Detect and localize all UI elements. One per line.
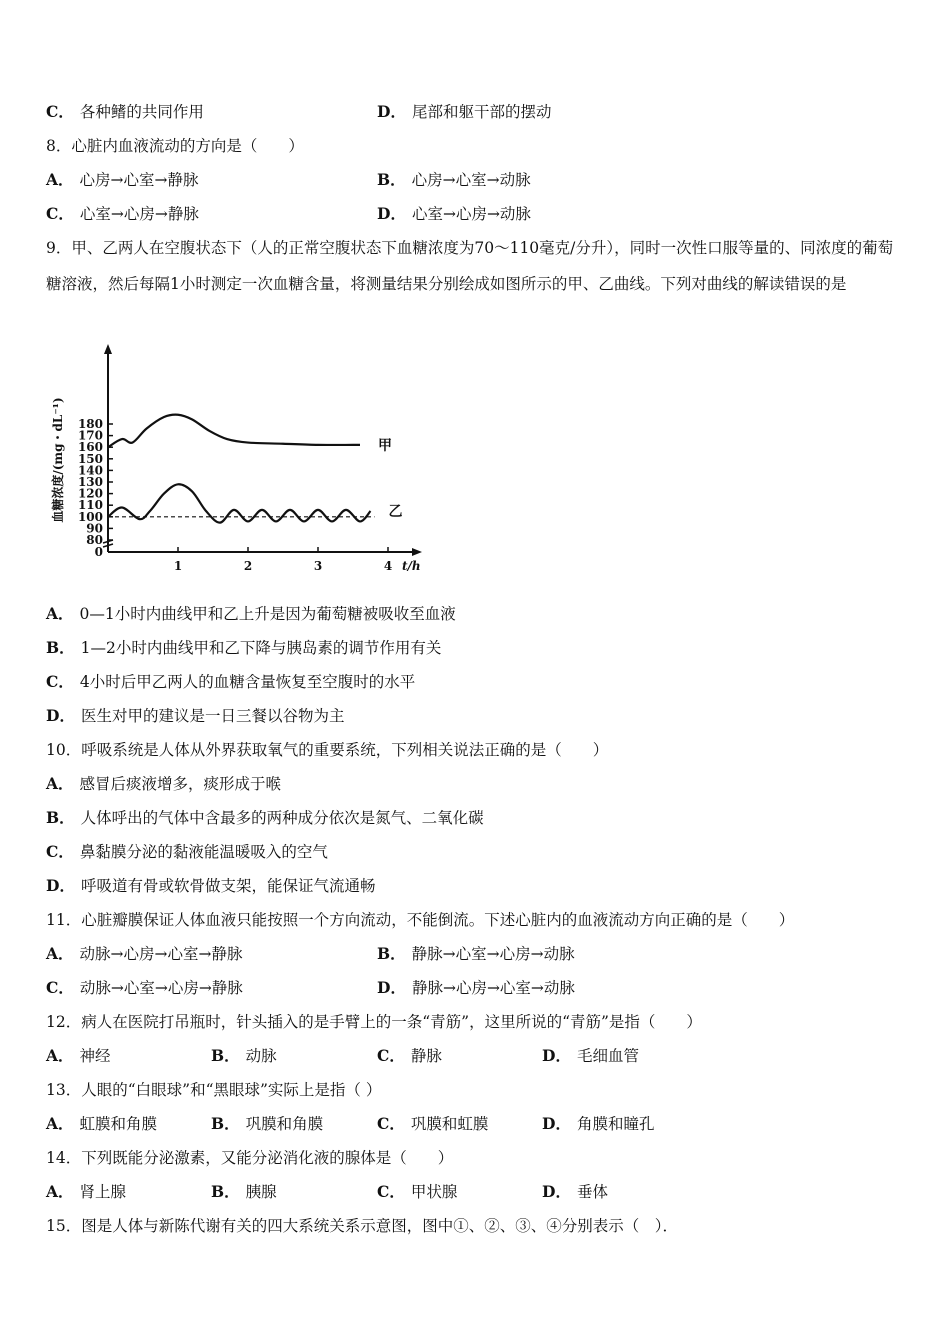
series-label-yi: 乙 <box>388 504 403 520</box>
y-tick-label: 160 <box>77 440 103 455</box>
q9-option-d: D． 医生对甲的建议是一日三餐以谷物为主 <box>46 706 345 725</box>
y-tick-label: 110 <box>77 498 103 513</box>
x-tick-label: 2 <box>243 559 253 573</box>
chart-axes <box>103 344 422 556</box>
q11-option-b: B． 静脉→心室→心房→动脉 <box>377 944 575 963</box>
q13-stem: 13．人眼的“白眼球”和“黑眼球”实际上是指（ ） <box>46 1081 382 1099</box>
y-tick-label: 0 <box>94 545 103 559</box>
series-line-jia <box>108 415 360 448</box>
q9-stem: 9．甲、乙两人在空腹状态下（人的正常空腹状态下血糖浓度为70～110毫克/分升），同时一次性口服等量的、同浓度的葡萄糖溶液，然后每隔1小时测定一次血糖含量，将测量结果分别绘成如图所示的甲、乙曲线。下列对曲线的解读错误的是 <box>46 239 894 293</box>
q14-option-b: B． 胰腺 <box>211 1182 277 1201</box>
q8-option-a: A． 心房→心室→静脉 <box>46 170 199 189</box>
x-tick-label: 4 <box>383 559 393 573</box>
y-axis-label: 血糖浓度/(mg・dL⁻¹) <box>51 397 65 523</box>
q14-stem: 14．下列既能分泌激素，又能分泌消化液的腺体是（ ） <box>46 1149 454 1167</box>
y-tick-label: 100 <box>77 509 103 524</box>
q11-option-d: D． 静脉→心房→心室→动脉 <box>377 978 575 997</box>
y-tick-label: 140 <box>77 463 103 478</box>
q8-option-c: C． 心室→心房→静脉 <box>46 204 199 223</box>
x-tick-label: 1 <box>173 559 183 573</box>
q12-option-b: B． 动脉 <box>211 1046 277 1065</box>
q14-option-c: C． 甲状腺 <box>377 1182 458 1201</box>
q13-option-a: A． 虹膜和角膜 <box>46 1114 158 1133</box>
series-line-yi <box>108 484 371 522</box>
x-axis-label: t/h <box>402 559 421 573</box>
y-axis-arrow <box>104 344 112 354</box>
q13-option-d: D． 角膜和瞳孔 <box>542 1114 655 1133</box>
q7-option-c: C． 各种鳍的共同作用 <box>46 102 204 121</box>
q8-option-d: D． 心室→心房→动脉 <box>377 204 531 223</box>
q10-option-c: C． 鼻黏膜分泌的黏液能温暖吸入的空气 <box>46 842 328 861</box>
q9-option-b: B． 1—2小时内曲线甲和乙下降与胰岛素的调节作用有关 <box>46 638 442 657</box>
q9-option-c: C． 4小时后甲乙两人的血糖含量恢复至空腹时的水平 <box>46 672 416 691</box>
series-label-jia: 甲 <box>378 437 392 454</box>
blood-glucose-chart <box>40 340 440 580</box>
y-tick-label: 170 <box>77 428 103 443</box>
q12-stem: 12．病人在医院打吊瓶时，针头插入的是手臂上的一条“青筋”，这里所说的“青筋”是指（ ） <box>46 1013 702 1031</box>
q7-option-d: D． 尾部和躯干部的摆动 <box>377 102 552 121</box>
q14-option-a: A． 肾上腺 <box>46 1182 127 1201</box>
y-tick-label: 90 <box>86 521 103 536</box>
q10-option-a: A． 感冒后痰液增多，痰形成于喉 <box>46 774 282 793</box>
y-tick-label: 130 <box>77 475 103 489</box>
x-tick-label: 3 <box>313 559 323 573</box>
q12-option-c: C． 静脉 <box>377 1046 442 1065</box>
q10-option-d: D． 呼吸道有骨或软骨做支架，能保证气流通畅 <box>46 876 376 895</box>
q8-stem: 8．心脏内血液流动的方向是（ ） <box>46 137 304 155</box>
q10-stem: 10．呼吸系统是人体从外界获取氧气的重要系统，下列相关说法正确的是（ ） <box>46 741 609 759</box>
q9-option-a: A． 0—1小时内曲线甲和乙上升是因为葡萄糖被吸收至血液 <box>46 604 456 623</box>
x-axis-arrow <box>412 548 422 556</box>
q8-option-b: B． 心房→心室→动脉 <box>377 170 531 189</box>
y-tick-label: 120 <box>77 486 103 501</box>
q11-stem: 11．心脏瓣膜保证人体血液只能按照一个方向流动，不能倒流。下述心脏内的血液流动方向正确的是（ ） <box>46 911 795 929</box>
q12-option-a: A． 神经 <box>46 1046 111 1065</box>
y-tick-label: 180 <box>77 417 103 431</box>
q12-option-d: D． 毛细血管 <box>542 1046 639 1065</box>
y-tick-label: 150 <box>77 451 103 466</box>
q11-option-a: A． 动脉→心房→心室→静脉 <box>46 944 243 963</box>
q13-option-b: B． 巩膜和角膜 <box>211 1114 324 1133</box>
q15-stem: 15．图是人体与新陈代谢有关的四大系统关系示意图，图中①、②、③、④分别表示（ ）． <box>46 1217 678 1235</box>
q13-option-c: C． 巩膜和虹膜 <box>377 1114 489 1133</box>
q11-option-c: C． 动脉→心室→心房→静脉 <box>46 978 243 997</box>
q14-option-d: D． 垂体 <box>542 1182 608 1201</box>
q10-option-b: B． 人体呼出的气体中含最多的两种成分依次是氮气、二氧化碳 <box>46 808 484 827</box>
chart-series <box>108 415 375 523</box>
y-tick-label: 80 <box>86 533 103 547</box>
